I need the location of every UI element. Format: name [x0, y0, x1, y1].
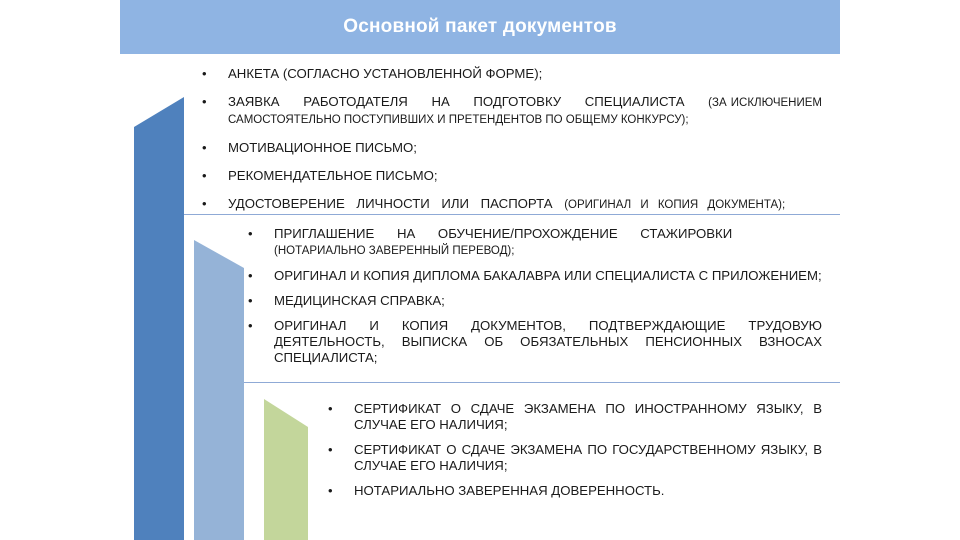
- list-item-note: (ЗА ИСКЛЮЧЕНИЕМ САМОСТОЯТЕЛЬНО ПОСТУПИВШИХ И ПРЕТЕНДЕНТОВ ПО ОБЩЕМУ КОНКУРСУ);: [228, 97, 822, 126]
- list-item-text: СЕРТИФИКАТ О СДАЧЕ ЭКЗАМЕНА ПО ГОСУДАРСТВЕННОМУ ЯЗЫКУ, В СЛУЧАЕ ЕГО НАЛИЧИЯ;: [354, 442, 822, 473]
- list-item: [202, 196, 822, 213]
- list-item: [248, 226, 822, 259]
- list-item-text: ОРИГИНАЛ И КОПИЯ ДИПЛОМА БАКАЛАВРА ИЛИ СПЕЦИАЛИСТА С ПРИЛОЖЕНИЕМ;: [274, 268, 822, 283]
- document-list-level-2: [248, 226, 822, 366]
- bullet-icon: •: [248, 318, 253, 333]
- list-item-text: НОТАРИАЛЬНО ЗАВЕРЕННАЯ ДОВЕРЕННОСТЬ.: [354, 483, 665, 498]
- list-item: [328, 483, 822, 499]
- bullet-icon: •: [248, 268, 253, 283]
- list-item: [248, 293, 822, 309]
- slide-header: [120, 0, 840, 54]
- decor-bar-green: [264, 399, 308, 540]
- bullet-icon: •: [202, 196, 207, 211]
- list-item-text: УДОСТОВЕРЕНИЕ ЛИЧНОСТИ ИЛИ ПАСПОРТА: [228, 196, 565, 211]
- bullet-icon: •: [202, 140, 207, 155]
- list-item-text: ЗАЯВКА РАБОТОДАТЕЛЯ НА ПОДГОТОВКУ СПЕЦИАЛИСТА: [228, 94, 709, 109]
- list-item: [328, 401, 822, 433]
- list-item-text: ОРИГИНАЛ И КОПИЯ ДОКУМЕНТОВ, ПОДТВЕРЖДАЮЩИЕ ТРУДОВУЮ ДЕЯТЕЛЬНОСТЬ, ВЫПИСКА ОБ ОБЯЗАТЕЛЬНЫХ ПЕНСИОННЫХ ВЗНОСАХ СПЕЦИАЛИСТА;: [274, 318, 822, 365]
- bullet-icon: •: [328, 483, 333, 498]
- bullet-icon: •: [328, 401, 333, 416]
- bullet-icon: •: [202, 66, 207, 81]
- divider-line: [184, 214, 840, 215]
- bullet-icon: •: [328, 442, 333, 457]
- list-item: [248, 268, 822, 284]
- list-item-text: СЕРТИФИКАТ О СДАЧЕ ЭКЗАМЕНА ПО ИНОСТРАННОМУ ЯЗЫКУ, В СЛУЧАЕ ЕГО НАЛИЧИЯ;: [354, 401, 822, 432]
- list-item: [202, 168, 822, 184]
- bullet-icon: •: [248, 293, 253, 308]
- list-item-text: МОТИВАЦИОННОЕ ПИСЬМО;: [228, 140, 417, 155]
- divider-line: [244, 382, 840, 383]
- list-item: [202, 66, 822, 82]
- list-item: [328, 442, 822, 474]
- list-item-text: ПРИГЛАШЕНИЕ НА ОБУЧЕНИЕ/ПРОХОЖДЕНИЕ СТАЖИРОВКИ: [274, 226, 733, 241]
- document-list-level-1: [202, 66, 822, 213]
- document-list-level-3: [328, 401, 822, 499]
- decor-bar-dark: [134, 97, 184, 540]
- list-item-note: (НОТАРИАЛЬНО ЗАВЕРЕННЫЙ ПЕРЕВОД);: [274, 245, 515, 257]
- bullet-icon: •: [202, 94, 207, 109]
- list-item-text: МЕДИЦИНСКАЯ СПРАВКА;: [274, 293, 445, 308]
- slide-title: Основной пакет документов: [343, 16, 617, 37]
- decor-bar-mid: [194, 240, 244, 540]
- bullet-icon: •: [202, 168, 207, 183]
- list-item-note: (ОРИГИНАЛ И КОПИЯ ДОКУМЕНТА);: [564, 199, 786, 211]
- bullet-icon: •: [248, 226, 253, 241]
- list-item-text: АНКЕТА (СОГЛАСНО УСТАНОВЛЕННОЙ ФОРМЕ);: [228, 66, 543, 81]
- list-item-text: РЕКОМЕНДАТЕЛЬНОЕ ПИСЬМО;: [228, 168, 438, 183]
- list-item: [202, 94, 822, 128]
- list-item: [248, 318, 822, 366]
- list-item: [202, 140, 822, 156]
